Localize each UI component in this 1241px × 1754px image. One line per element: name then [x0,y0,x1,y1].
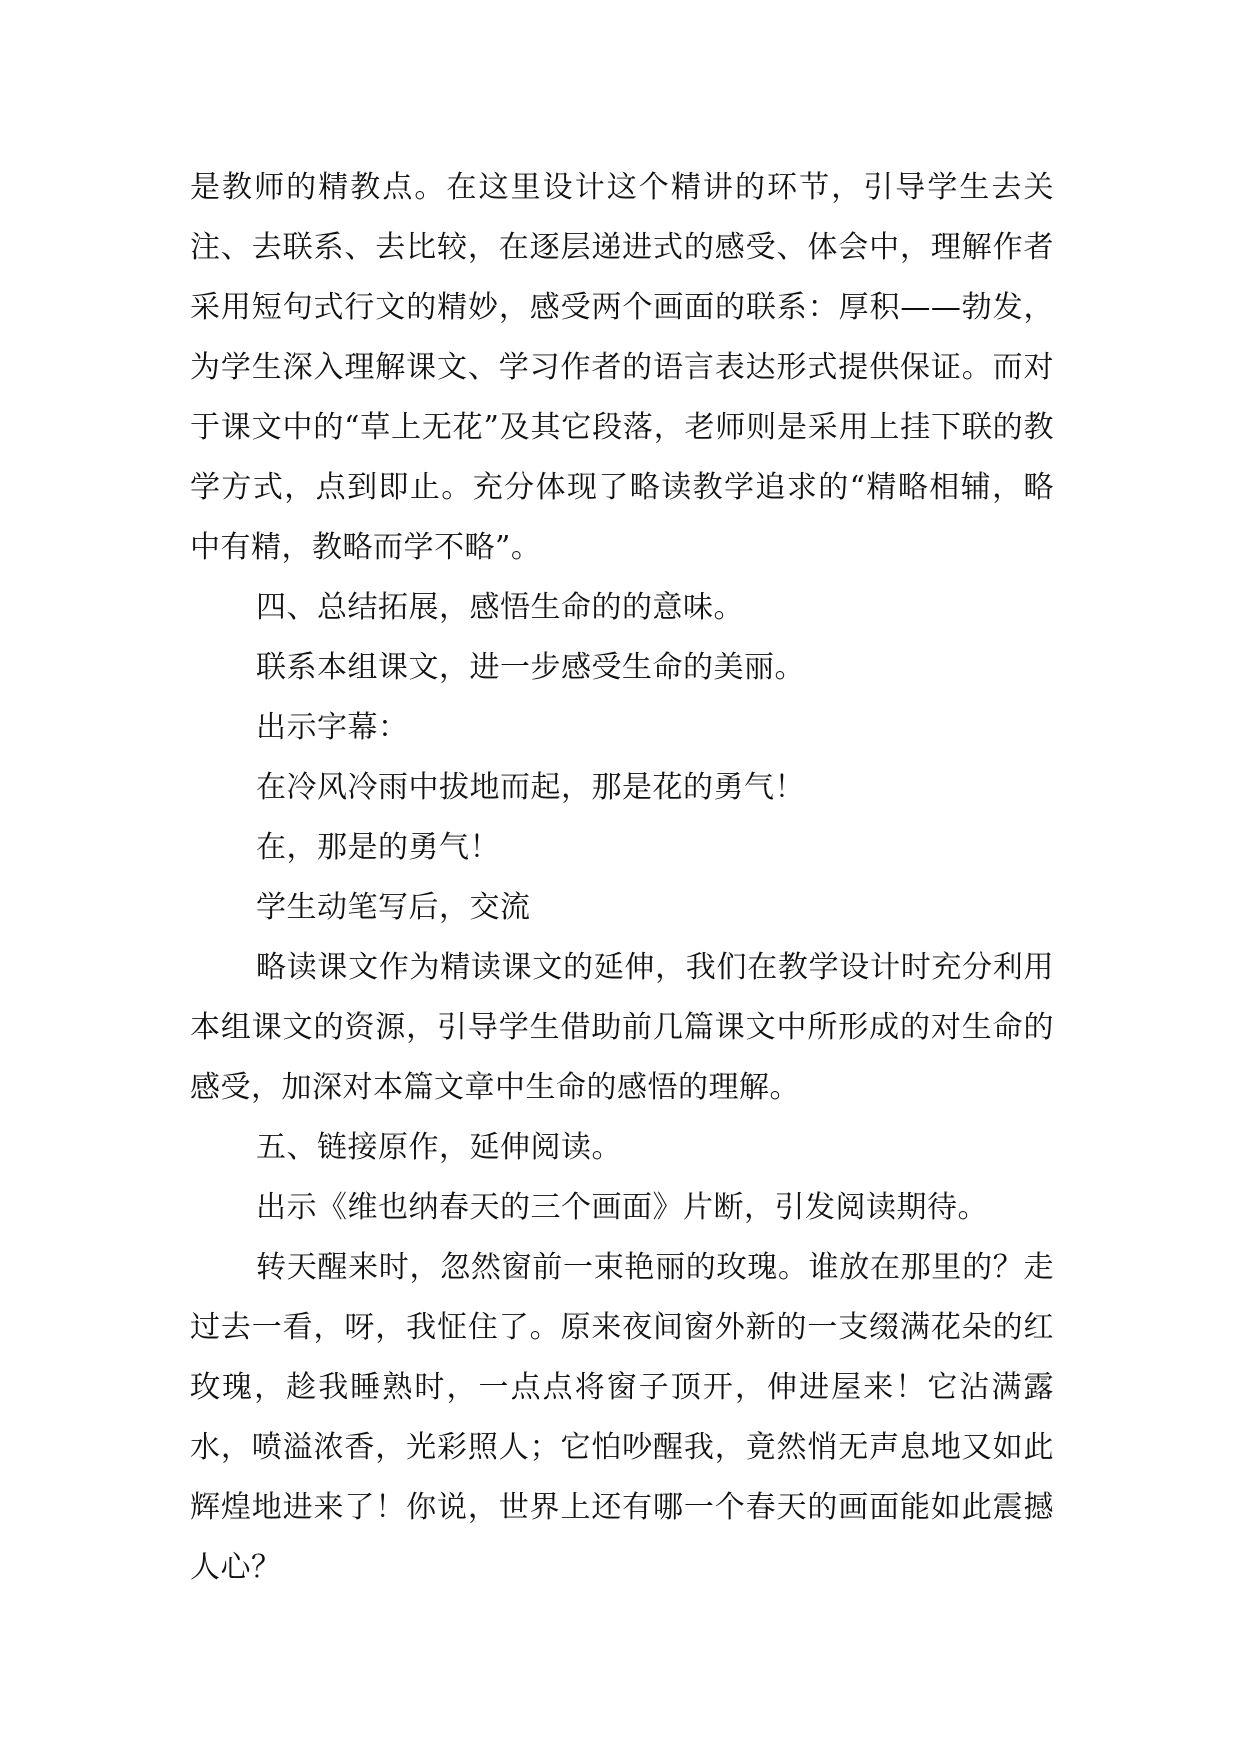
paragraph-5: 在冷风冷雨中拔地而起，那是花的勇气！ [256,770,805,805]
paragraph-4: 出示字幕： [256,710,409,745]
document-body [190,158,1054,1598]
paragraph-3: 联系本组课文，进一步感受生命的美丽。 [256,650,805,685]
paragraph-1: 是教师的精教点。在这里设计这个精讲的环节，引导学生去关注、去联系、去比较，在逐层递进式的感受、体会中，理解作者采用短句式行文的精妙，感受两个画面的联系：厚积——勃发，为学生深入理解课文、学习作者的语言表达形式提供保证。而对于课文中的“草上无花”及其它段落，老师则是采用上挂下联的教学方式，点到即止。充分体现了略读教学追求的“精略相辅，略中有精，教略而学不略”。 [190,170,1054,565]
paragraph-7: 学生动笔写后，交流 [256,890,531,925]
paragraph-8: 略读课文作为精读课文的延伸，我们在教学设计时充分利用本组课文的资源，引导学生借助前几篇课文中所形成的对生命的感受，加深对本篇文章中生命的感悟的理解。 [190,950,1054,1105]
paragraph-2-heading: 四、总结拓展，感悟生命的的意味。 [256,590,744,625]
paragraph-10: 出示《维也纳春天的三个画面》片断，引发阅读期待。 [256,1190,988,1225]
paragraph-11: 转天醒来时，忽然窗前一束艳丽的玫瑰。谁放在那里的？走过去一看，呀，我怔住了。原来夜间窗外新的一支缀满花朵的红玫瑰，趁我睡熟时，一点点将窗子顶开，伸进屋来！它沾满露水，喷溢浓香，光彩照人；它怕吵醒我，竟然悄无声息地又如此辉煌地进来了！你说，世界上还有哪一个春天的画面能如此震撼人心？ [190,1250,1054,1585]
paragraph-6: 在，那是的勇气！ [256,830,500,865]
paragraph-9-heading: 五、链接原作，延伸阅读。 [256,1130,622,1165]
